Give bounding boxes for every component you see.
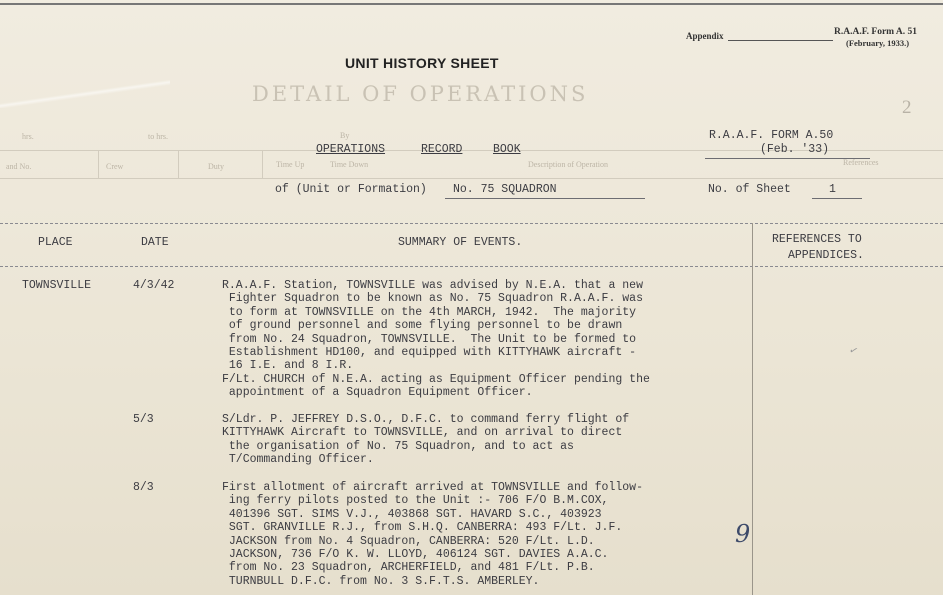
- overlay-word-operations: OPERATIONS: [316, 143, 386, 156]
- entry-date: 5/3: [133, 413, 154, 426]
- form-date: (February, 1933.): [846, 38, 910, 48]
- top-border: [0, 3, 943, 5]
- faint-detail-title: DETAIL OF OPERATIONS: [252, 82, 589, 106]
- paper-crease: [0, 80, 170, 108]
- pencil-tick-mark: ✓: [847, 343, 860, 359]
- col-references-1: REFERENCES TO: [772, 233, 862, 246]
- faint-by: By: [340, 131, 350, 140]
- table-top-rule: [0, 223, 943, 224]
- faint-divider-2: [178, 150, 179, 178]
- col-place: PLACE: [38, 236, 73, 249]
- overlay-word-record: RECORD: [421, 143, 463, 156]
- entry-text: R.A.A.F. Station, TOWNSVILLE was advised by N.E.A. that a new Fighter Squadron to be known as No. 75 Squadron R.A.A.F. was to form at TOWNSVILLE on the 4th MARCH, 1942. The majority of ground personnel and some flying personnel to be drawn from No. 24 Squadron, TOWNSVILLE. The Unit to be formed to Establishment HD100, and equipped with KITTYHAWK aircraft - 16 I.E. and 8 I.R. F/Lt. CHURCH of N.E.A. acting as Equipment Officer pending the appointment of a Squadron Equipment Officer.: [222, 279, 650, 400]
- faint-crew: Crew: [106, 162, 124, 171]
- col-references-2: APPENDICES.: [788, 249, 864, 262]
- overlay-form-rule: [705, 158, 870, 159]
- handwritten-reference: 9: [735, 520, 751, 548]
- overlay-word-book: BOOK: [493, 143, 521, 156]
- form-id: R.A.A.F. Form A. 51: [834, 27, 918, 37]
- faint-references: References: [843, 158, 879, 167]
- sheet-no-rule: [812, 198, 862, 199]
- col-summary: SUMMARY OF EVENTS.: [398, 236, 523, 249]
- references-column-divider: [752, 223, 753, 595]
- unit-value: No. 75 SQUADRON: [453, 183, 557, 196]
- sheet-no-value: 1: [829, 183, 836, 196]
- faint-divider-3: [262, 150, 263, 178]
- pencil-number: 2: [902, 97, 912, 118]
- unit-label: of (Unit or Formation): [275, 183, 427, 196]
- appendix-rule: [728, 40, 833, 41]
- col-date: DATE: [141, 236, 169, 249]
- table-header-rule: [0, 266, 943, 267]
- entry-date: 4/3/42: [133, 279, 175, 292]
- faint-divider-1: [98, 150, 99, 178]
- entry-text: First allotment of aircraft arrived at TOWNSVILLE and follow- ing ferry pilots posted to the Unit :- 706 F/O B.M.COX, 401396 SGT. SIMS V.J., 403868 SGT. HAVARD S.C., 403923 SGT. GRANVILLE R.J., from S.H.Q. CANBERRA: 493 F/Lt. J.F. JACKSON from No. 4 Squadron, CANBERRA: 520 F/Lt. L.D. JACKSON, 736 F/O K. W. LLOYD, 406124 SGT. DAVIES A.A.C. from No. 23 Squadron, ARCHERFIELD, and 481 F/Lt. P.B. TURNBULL D.F.C. from No. 3 S.F.T.S. AMBERLEY.: [222, 481, 643, 588]
- faint-hrs: hrs.: [22, 132, 34, 141]
- faint-and-no: and No.: [6, 162, 32, 171]
- entry-place: TOWNSVILLE: [22, 279, 92, 292]
- faint-duty: Duty: [208, 162, 224, 171]
- overlay-form-date: (Feb. '33): [760, 143, 830, 156]
- sheet-no-label: No. of Sheet: [708, 183, 791, 196]
- unit-value-rule: [445, 198, 645, 199]
- faint-rule-2: [0, 178, 943, 179]
- entry-text: S/Ldr. P. JEFFREY D.S.O., D.F.C. to command ferry flight of KITTYHAWK Aircraft to TOWNSVILLE, and on arrival to direct the organisation of No. 75 Squadron, and to act as T/Commanding Officer.: [222, 413, 630, 467]
- sheet-title: UNIT HISTORY SHEET: [345, 55, 499, 71]
- faint-to-hrs: to hrs.: [148, 132, 168, 141]
- faint-description: Description of Operation: [528, 160, 608, 169]
- faint-time-down: Time Down: [330, 160, 369, 169]
- entry-date: 8/3: [133, 481, 154, 494]
- appendix-label: Appendix: [686, 31, 724, 41]
- overlay-form-id: R.A.A.F. FORM A.50: [709, 129, 834, 142]
- faint-time-up: Time Up: [276, 160, 305, 169]
